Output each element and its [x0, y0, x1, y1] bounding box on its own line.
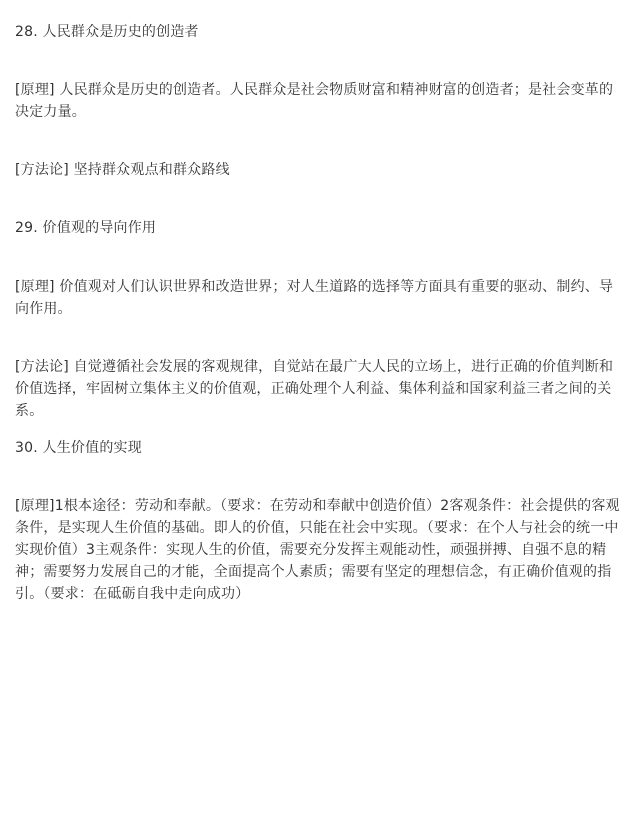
section-heading-30: 30. 人生价值的实现 [15, 440, 142, 456]
section-method-29: [方法论] 自觉遵循社会发展的客观规律，自觉站在最广大人民的立场上，进行正确的价值判断和价值选择，牢固树立集体主义的价值观，正确处理个人利益、集体利益和国家利益三者之间的关系。 [15, 359, 614, 419]
section-principle-28: [原理] 人民群众是历史的创造者。人民群众是社会物质财富和精神财富的创造者；是社会变革的决定力量。 [15, 82, 614, 120]
section-method-28: [方法论] 坚持群众观点和群众路线 [15, 162, 230, 178]
section-principle-29: [原理] 价值观对人们认识世界和改造世界；对人生道路的选择等方面具有重要的驱动、制约、导向作用。 [15, 279, 614, 317]
section-heading-29: 29. 价值观的导向作用 [15, 220, 157, 236]
section-heading-28: 28. 人民群众是历史的创造者 [15, 24, 199, 40]
section-principle-30: [原理]1根本途径：劳动和奉献。（要求：在劳动和奉献中创造价值）2客观条件：社会提供的客观条件，是实现人生价值的基础。即人的价值，只能在社会中实现。（要求：在个人与社会的统一中实现价值）3主观条件：实现人生的价值，需要充分发挥主观能动性，顽强拼搏、自强不息的精神；需要努力发展自己的才能，全面提高个人素质；需要有坚定的理想信念，有正确价值观的指引。（要求：在砥砺自我中走向成功） [15, 498, 620, 602]
